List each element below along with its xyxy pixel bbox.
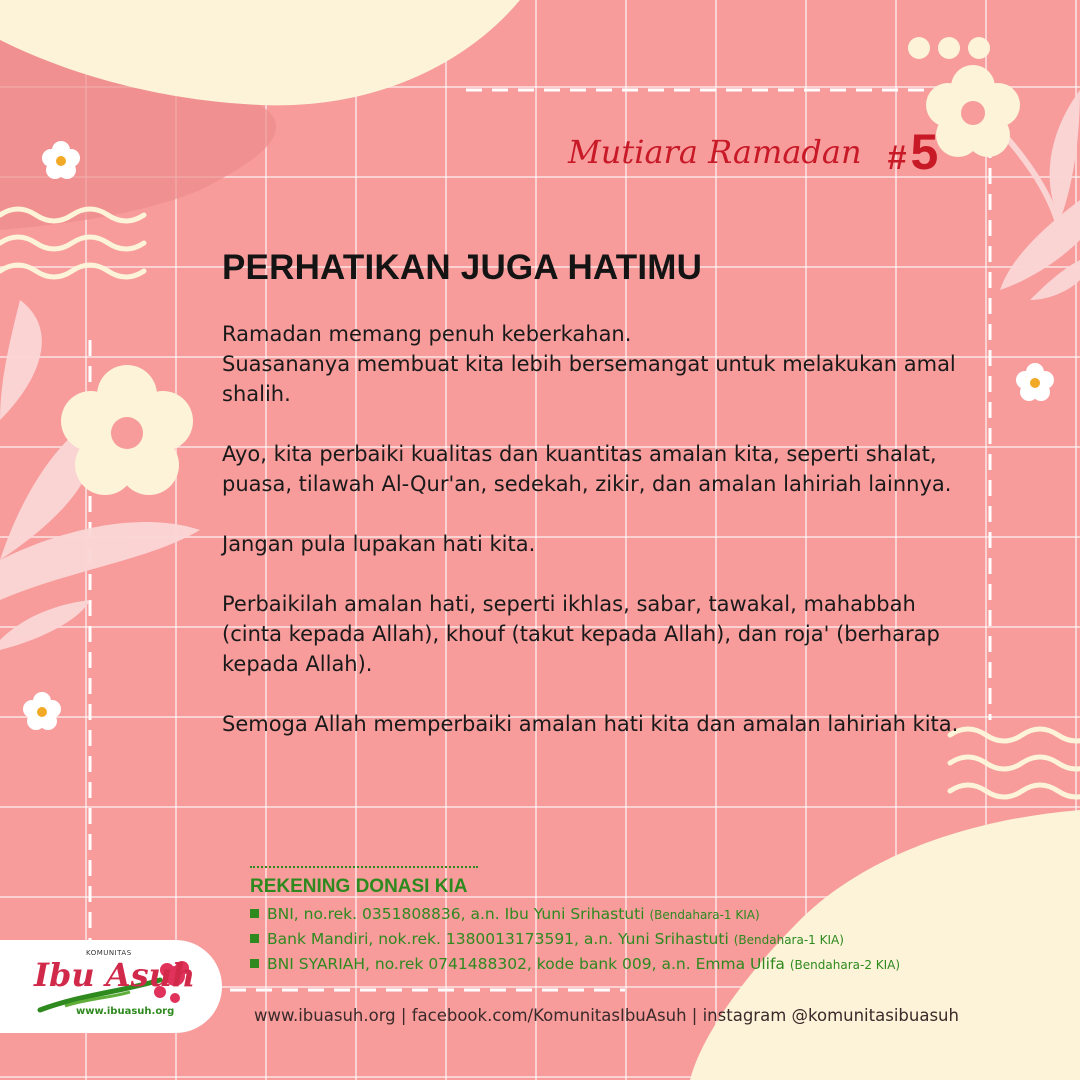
- flower-small-2: [1016, 363, 1054, 401]
- series-number-value: 5: [910, 124, 939, 180]
- account-role: (Bendahara-2 KIA): [789, 958, 901, 972]
- logo-small-label: KOMUNITAS: [86, 949, 132, 957]
- paragraph-3: Jangan pula lupakan hati kita.: [222, 532, 536, 556]
- paragraph-4: Perbaikilah amalan hati, seperti ikhlas, sabar, tawakal, mahabbah (cinta kepada Allah), khouf (takut kepada Allah), dan roja' (berharap kepada Allah).: [222, 592, 940, 676]
- series-number-prefix: #: [887, 139, 907, 177]
- donation-heading: REKENING DONASI KIA: [250, 876, 468, 897]
- three-dots: [908, 37, 990, 59]
- series-title: [568, 122, 938, 182]
- donation-account-item: [250, 927, 1010, 952]
- account-text: BNI SYARIAH, no.rek 0741488302, kode bank 009, a.n. Emma Ulifa: [267, 955, 785, 973]
- logo-brand: Ibu Asuh: [34, 956, 196, 994]
- paragraph-1-line-2: Suasananya membuat kita lebih bersemangat untuk melakukan amal shalih.: [222, 352, 956, 406]
- bullet-square-icon: [250, 909, 259, 918]
- series-title-text: Mutiara Ramadan: [568, 133, 862, 171]
- donation-section: [250, 866, 1010, 977]
- dotted-divider: [250, 866, 478, 868]
- paragraph-2: Ayo, kita perbaiki kualitas dan kuantitas amalan kita, seperti shalat, puasa, tilawah Al-Qur'an, sedekah, zikir, dan amalan lahiriah lainnya.: [222, 442, 952, 496]
- logo-card: [0, 940, 222, 1033]
- paragraph-1: [222, 319, 982, 409]
- flower-big-top-right: [926, 65, 1020, 157]
- donation-account-list: [250, 902, 1010, 977]
- headline: PERHATIKAN JUGA HATIMU: [222, 248, 703, 287]
- account-text: BNI, no.rek. 0351808836, a.n. Ibu Yuni Srihastuti: [267, 905, 645, 923]
- bullet-square-icon: [250, 934, 259, 943]
- body-text: [222, 319, 982, 769]
- donation-account-item: [250, 902, 1010, 927]
- flower-small-3: [23, 692, 61, 730]
- donation-account-item: [250, 952, 1010, 977]
- logo-url: www.ibuasuh.org: [76, 1006, 175, 1017]
- paragraph-1-line-1: Ramadan memang penuh keberkahan.: [222, 322, 632, 346]
- flower-big-left: [61, 365, 193, 495]
- series-number: [888, 123, 939, 181]
- footer-links: www.ibuasuh.org | facebook.com/KomunitasIbuAsuh | instagram @komunitasibuasuh: [254, 1006, 959, 1025]
- account-role: (Bendahara-1 KIA): [649, 908, 760, 922]
- paragraph-5: Semoga Allah memperbaiki amalan hati kita dan amalan lahiriah kita.: [222, 712, 959, 736]
- account-text: Bank Mandiri, nok.rek. 1380013173591, a.n. Yuni Srihastuti: [267, 930, 729, 948]
- account-role: (Bendahara-1 KIA): [733, 933, 844, 947]
- bullet-square-icon: [250, 959, 259, 968]
